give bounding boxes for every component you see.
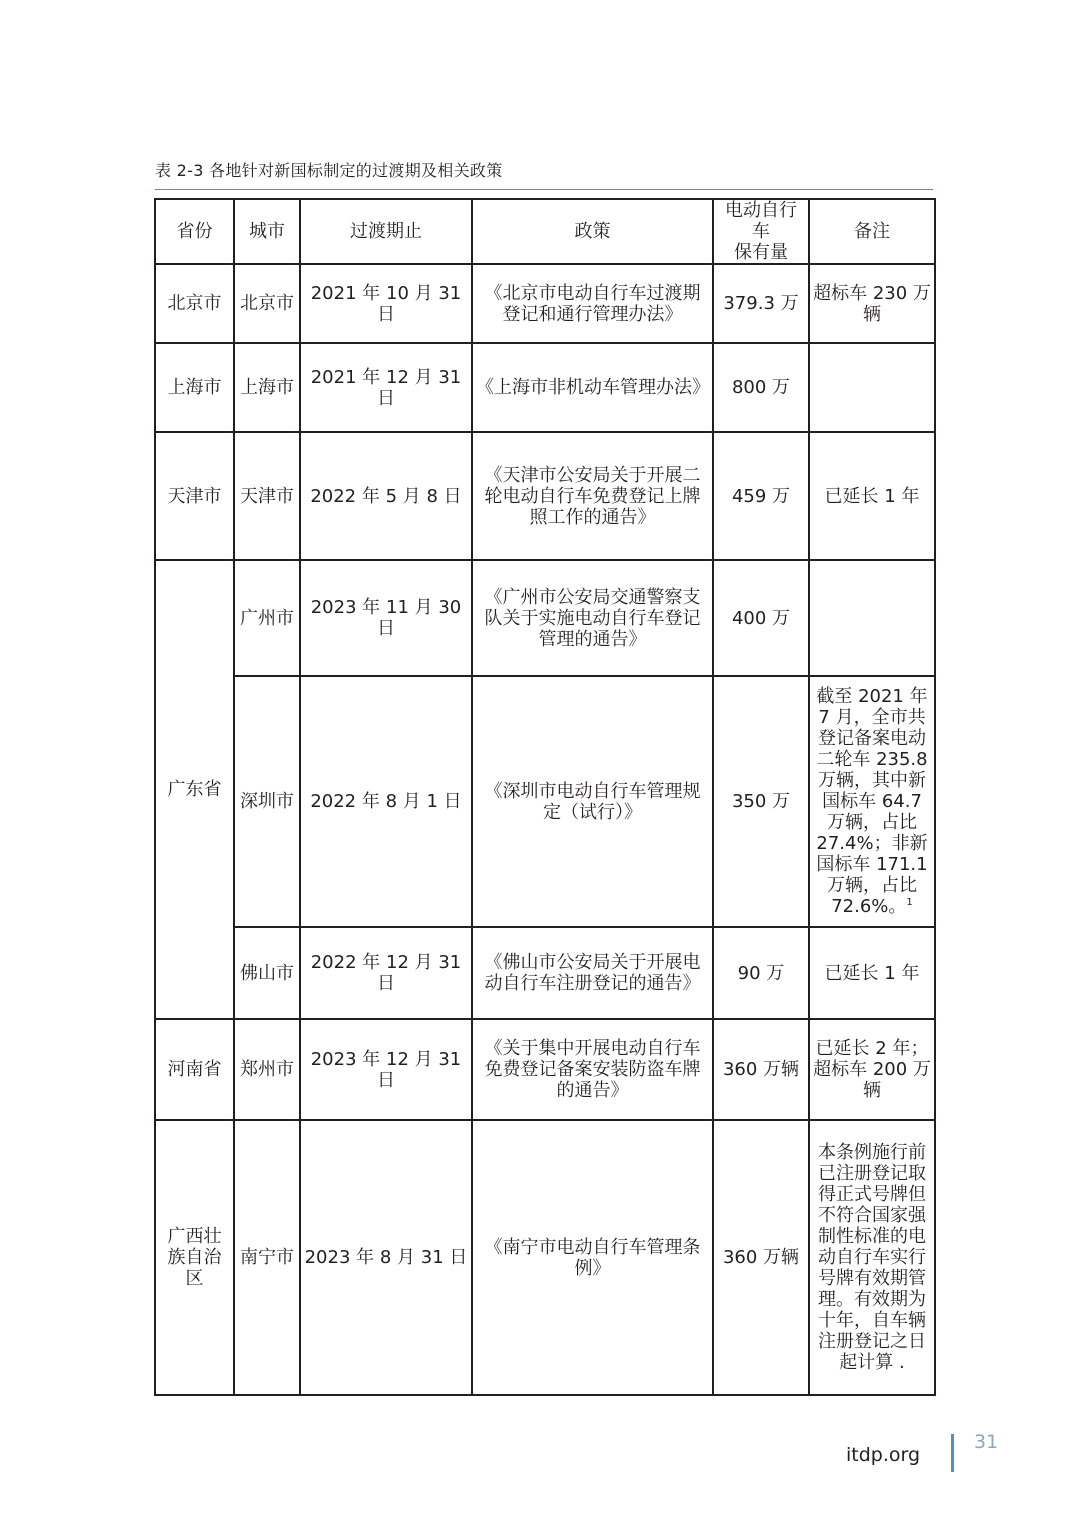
footer-url: itdp.org (846, 1444, 921, 1466)
caption-divider (155, 189, 933, 190)
table-row (155, 927, 935, 1019)
policy-table (154, 198, 936, 1396)
cell-policy: 《南宁市电动自行车管理条例》 (472, 1120, 713, 1395)
cell-deadline: 2021 年 12 月 31 日 (300, 343, 472, 432)
cell-deadline: 2023 年 12 月 31 日 (300, 1019, 472, 1120)
cell-note (809, 560, 935, 676)
cell-city: 北京市 (234, 264, 300, 343)
cell-city: 南宁市 (234, 1120, 300, 1395)
cell-deadline: 2023 年 8 月 31 日 (300, 1120, 472, 1395)
cell-province: 上海市 (155, 343, 234, 432)
cell-stock: 800 万 (713, 343, 809, 432)
cell-deadline: 2021 年 10 月 31 日 (300, 264, 472, 343)
cell-city: 广州市 (234, 560, 300, 676)
cell-stock: 379.3 万 (713, 264, 809, 343)
table-row (155, 264, 935, 343)
cell-stock: 400 万 (713, 560, 809, 676)
cell-stock: 90 万 (713, 927, 809, 1019)
cell-stock: 459 万 (713, 432, 809, 560)
cell-deadline: 2022 年 8 月 1 日 (300, 676, 472, 927)
cell-province-merged: 广东省 (155, 560, 234, 1019)
header-stock-line2: 保有量 (734, 242, 788, 263)
cell-city: 上海市 (234, 343, 300, 432)
header-province: 省份 (155, 199, 234, 264)
header-city: 城市 (234, 199, 300, 264)
table-caption: 表 2-3 各地针对新国标制定的过渡期及相关政策 (155, 161, 503, 180)
cell-policy: 《上海市非机动车管理办法》 (472, 343, 713, 432)
header-policy: 政策 (472, 199, 713, 264)
cell-province: 北京市 (155, 264, 234, 343)
header-deadline: 过渡期止 (300, 199, 472, 264)
cell-province: 河南省 (155, 1019, 234, 1120)
cell-stock: 350 万 (713, 676, 809, 927)
cell-stock: 360 万辆 (713, 1120, 809, 1395)
table-row (155, 560, 935, 676)
page-number: 31 (974, 1431, 999, 1453)
cell-city: 深圳市 (234, 676, 300, 927)
cell-note: 已延长 1 年 (809, 432, 935, 560)
cell-city: 郑州市 (234, 1019, 300, 1120)
table-row (155, 343, 935, 432)
table-row (155, 1120, 935, 1395)
cell-city: 佛山市 (234, 927, 300, 1019)
cell-note: 已延长 2 年；超标车 200 万辆 (809, 1019, 935, 1120)
table-row (155, 1019, 935, 1120)
cell-policy: 《广州市公安局交通警察支队关于实施电动自行车登记管理的通告》 (472, 560, 713, 676)
header-note: 备注 (809, 199, 935, 264)
cell-policy: 《北京市电动自行车过渡期登记和通行管理办法》 (472, 264, 713, 343)
cell-city: 天津市 (234, 432, 300, 560)
cell-deadline: 2022 年 5 月 8 日 (300, 432, 472, 560)
cell-province: 天津市 (155, 432, 234, 560)
cell-policy: 《佛山市公安局关于开展电动自行车注册登记的通告》 (472, 927, 713, 1019)
cell-deadline: 2023 年 11 月 30 日 (300, 560, 472, 676)
table-row (155, 676, 935, 927)
cell-note (809, 676, 935, 927)
footnote-marker: 1 (906, 897, 913, 908)
header-row (155, 199, 935, 264)
cell-policy: 《天津市公安局关于开展二轮电动自行车免费登记上牌照工作的通告》 (472, 432, 713, 560)
cell-note: 本条例施行前已注册登记取得正式号牌但不符合国家强制性标准的电动自行车实行号牌有效期管理。有效期为十年，自车辆注册登记之日起计算 . (809, 1120, 935, 1395)
header-stock-line1: 电动自行车 (725, 200, 797, 242)
cell-deadline: 2022 年 12 月 31 日 (300, 927, 472, 1019)
cell-province: 广西壮族自治区 (155, 1120, 234, 1395)
table-row (155, 432, 935, 560)
cell-stock: 360 万辆 (713, 1019, 809, 1120)
header-stock (713, 199, 809, 264)
cell-note: 已延长 1 年 (809, 927, 935, 1019)
cell-policy: 《关于集中开展电动自行车免费登记备案安装防盗车牌的通告》 (472, 1019, 713, 1120)
cell-note (809, 343, 935, 432)
cell-note: 超标车 230 万辆 (809, 264, 935, 343)
cell-policy: 《深圳市电动自行车管理规定（试行）》 (472, 676, 713, 927)
note-text: 截至 2021 年 7 月，全市共登记备案电动二轮车 235.8 万辆，其中新国标车 64.7 万辆，占比 27.4%；非新国标车 171.1 万辆，占比 72.6%。 (816, 686, 928, 917)
footer-divider (951, 1434, 954, 1472)
